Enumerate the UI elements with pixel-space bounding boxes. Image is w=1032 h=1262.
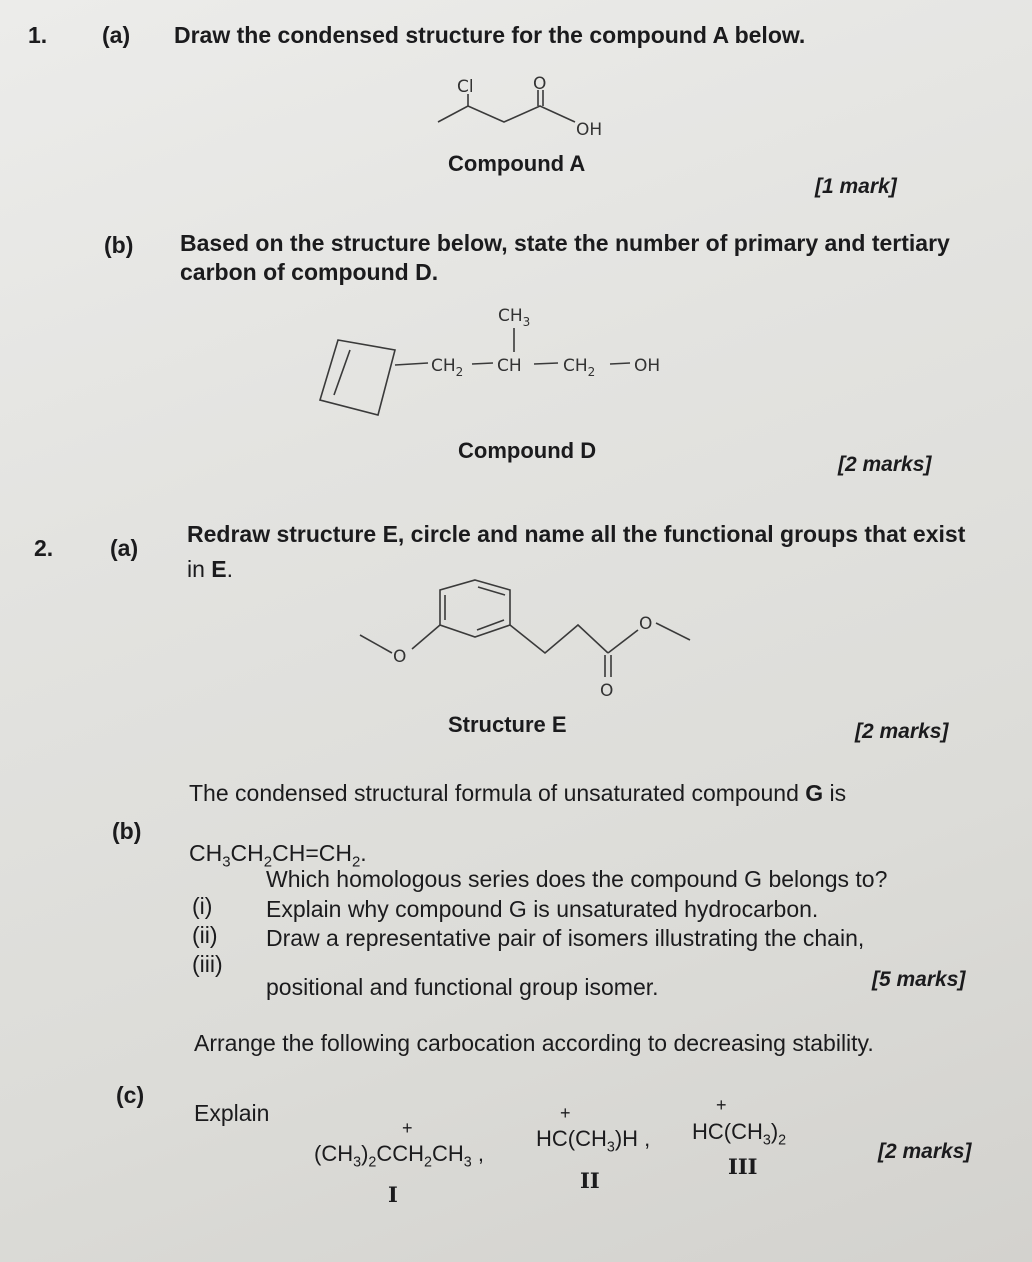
compound-d-caption: Compound D <box>458 438 597 463</box>
carbocation-3-numeral: III <box>728 1154 758 1179</box>
structure-e <box>350 565 710 705</box>
ring-o-bond <box>412 625 440 649</box>
cl-atom: Cl <box>457 77 474 97</box>
ch3-atom: $CH_3$ <box>498 306 531 329</box>
q1b-prompt-line2: carbon of compound D. <box>180 259 439 285</box>
q2b-item-1-num: (i) <box>192 893 213 919</box>
ch2-atom-2: $CH_2$ <box>563 356 596 379</box>
ch-ch2-bond <box>534 363 558 364</box>
question-2-number: 2. <box>34 535 54 561</box>
q2b-item-2-num: (ii) <box>192 922 218 948</box>
carbonyl-o-atom: O <box>533 74 547 94</box>
ester-methyl-bond <box>656 623 690 640</box>
q2a-prompt-line1: Redraw structure E, circle and name all the functional groups that exist <box>187 521 966 547</box>
q2b-item-1-text: Which homologous series does the compound G belongs to? <box>266 866 888 892</box>
q2b-item-2-text: Explain why compound G is unsaturated hydrocarbon. <box>266 896 819 922</box>
q1b-label: (b) <box>104 232 134 258</box>
q1a-marks: [1 mark] <box>815 175 897 198</box>
q1a-prompt: Draw the condensed structure for the compound A below. <box>174 22 806 48</box>
compound-a-caption: Compound A <box>448 151 586 176</box>
q2b-prompt: The condensed structural formula of unsaturated compound G is <box>189 780 847 806</box>
q2c-label: (c) <box>116 1082 145 1108</box>
benzene-ring <box>440 580 510 637</box>
ether-o-atom: O <box>393 647 407 667</box>
carbocation-3-formula: $HC(CH_3)_2$ <box>692 1119 787 1149</box>
carbocation-3-charge: + <box>716 1095 727 1115</box>
carbocation-2-charge: + <box>560 1103 571 1123</box>
q2a-prompt-line2: in E. <box>187 556 234 582</box>
ch2-ch-bond <box>472 363 493 364</box>
carbocation-2-numeral: II <box>580 1168 600 1193</box>
ch2-atom-1: $CH_2$ <box>431 356 464 379</box>
oh-group: OH <box>634 356 661 376</box>
methyl-o-bond <box>360 635 392 653</box>
ring-ch2-bond <box>395 363 428 365</box>
side-chain <box>510 625 608 653</box>
carbocation-1-charge: + <box>402 1118 413 1138</box>
compound-a-chain <box>438 106 575 122</box>
oh-group: OH <box>576 120 603 140</box>
compound-a-structure <box>420 70 640 150</box>
carbonyl-o-atom: O <box>600 681 614 701</box>
ch-atom: CH <box>497 356 522 376</box>
q1b-prompt-line1: Based on the structure below, state the number of primary and tertiary <box>180 230 950 256</box>
ch2-oh-bond <box>610 363 630 364</box>
carbocation-1-formula: $(CH_3)_2CCH_2CH_3$ , <box>314 1141 484 1171</box>
ester-o-atom: O <box>639 614 653 634</box>
q2b-label: (b) <box>112 818 142 844</box>
question-1-number: 1. <box>28 22 48 48</box>
q2b-item-3-num: (iii) <box>192 951 223 977</box>
q2b-marks: [5 marks] <box>872 968 966 991</box>
q2b-item-3-text: Draw a representative pair of isomers illustrating the chain, <box>266 925 865 951</box>
cyclobutene-ring <box>320 340 395 415</box>
compound-d-structure <box>300 295 700 425</box>
q2b-item-3-text-line2: positional and functional group isomer. <box>266 974 659 1000</box>
q2c-prompt-line1: Arrange the following carbocation according to decreasing stability. <box>194 1030 874 1056</box>
carbocation-2-formula: $HC(CH_3)H$ , <box>536 1126 651 1156</box>
structure-e-caption: Structure E <box>448 712 567 737</box>
q2a-marks: [2 marks] <box>855 720 949 743</box>
cyclobutene-double-bond <box>334 350 350 395</box>
q1a-label: (a) <box>102 22 131 48</box>
q2c-prompt-line2: Explain <box>194 1100 270 1126</box>
q2a-label: (a) <box>110 535 139 561</box>
c-o-ester-bond <box>608 630 638 653</box>
compound-g-formula: $CH_3CH_2CH=CH_2$. <box>189 840 367 871</box>
q2c-marks: [2 marks] <box>878 1140 972 1163</box>
carbocation-1-numeral: I <box>388 1182 398 1207</box>
q1b-marks: [2 marks] <box>838 453 932 476</box>
